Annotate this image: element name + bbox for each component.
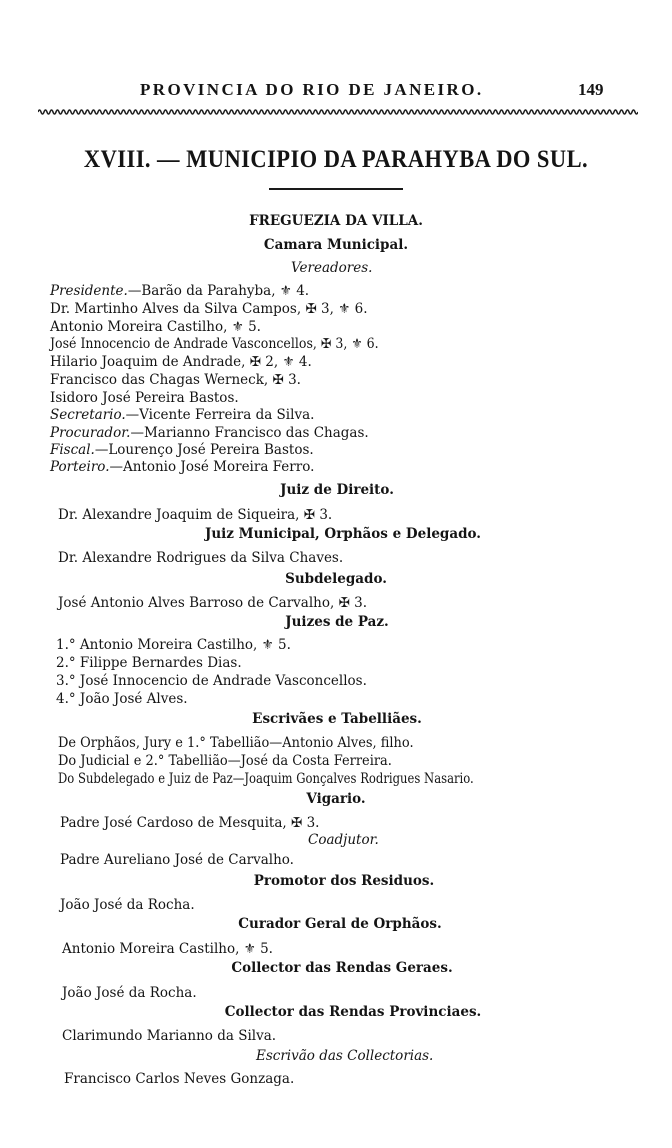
entry-line: José Antonio Alves Barroso de Carvalho, ✠ 3. bbox=[58, 595, 368, 611]
section-heading-subdelegado: Subdelegado. bbox=[285, 571, 387, 587]
wavy-rule bbox=[38, 108, 638, 116]
entry-line: João José da Rocha. bbox=[62, 985, 197, 1001]
list-item: Do Judicial e 2.° Tabellião—José da Costa Ferreira. bbox=[58, 753, 392, 769]
entry-text: —Marianno Francisco das Chagas. bbox=[130, 425, 369, 441]
entry-line: Clarimundo Marianno da Silva. bbox=[62, 1028, 277, 1044]
list-item: De Orphãos, Jury e 1.° Tabellião—Antonio Alves, filho. bbox=[58, 735, 414, 751]
porteiro-line bbox=[50, 458, 314, 476]
section-heading-juiz-direito: Juiz de Direito. bbox=[280, 482, 394, 498]
entry-text: —Barão da Parahyba, ⚜ 4. bbox=[127, 283, 310, 299]
entry-line: Padre Aureliano José de Carvalho. bbox=[60, 852, 294, 868]
vereador-line: José Innocencio de Andrade Vasconcellos, ✠ 3, ⚜ 6. bbox=[50, 336, 379, 352]
list-item: Do Subdelegado e Juiz de Paz—Joaquim Gonçalves Rodrigues Nasario. bbox=[58, 771, 474, 787]
role-label: Procurador. bbox=[50, 425, 131, 441]
section-heading-curador: Curador Geral de Orphãos. bbox=[238, 916, 442, 932]
section-heading-camara: Camara Municipal. bbox=[263, 237, 409, 253]
vereador-line: Hilario Joaquim de Andrade, ✠ 2, ⚜ 4. bbox=[50, 354, 312, 370]
entry-text: —Vicente Ferreira da Silva. bbox=[125, 407, 315, 423]
secretario-line bbox=[50, 406, 314, 424]
section-heading-collector-geraes: Collector das Rendas Geraes. bbox=[231, 960, 453, 976]
section-heading-promotor: Promotor dos Residuos. bbox=[253, 873, 435, 889]
entry-line: João José da Rocha. bbox=[60, 897, 195, 913]
section-heading-juiz-municipal: Juiz Municipal, Orphãos e Delegado. bbox=[204, 526, 482, 542]
vereador-line: Antonio Moreira Castilho, ⚜ 5. bbox=[50, 319, 261, 335]
title-rule bbox=[269, 188, 403, 190]
subheading-coadjutor: Coadjutor. bbox=[308, 832, 379, 848]
entry-text: —Lourenço José Pereira Bastos. bbox=[94, 442, 314, 458]
list-item: 3.° José Innocencio de Andrade Vasconcellos. bbox=[56, 673, 367, 689]
list-item: 1.° Antonio Moreira Castilho, ⚜ 5. bbox=[56, 637, 291, 653]
role-label: Porteiro. bbox=[50, 459, 110, 475]
vereador-line: Isidoro José Pereira Bastos. bbox=[50, 390, 239, 406]
section-heading-freguezia: FREGUEZIA DA VILLA. bbox=[249, 213, 423, 229]
list-item: 2.° Filippe Bernardes Dias. bbox=[56, 655, 242, 671]
presidente-line bbox=[50, 282, 309, 300]
role-label: Secretario. bbox=[50, 407, 126, 423]
subheading-vereadores: Vereadores. bbox=[291, 260, 373, 276]
entry-text: —Antonio José Moreira Ferro. bbox=[109, 459, 315, 475]
role-label: Presidente. bbox=[50, 283, 128, 299]
subheading-escrivao-collectorias: Escrivão das Collectorias. bbox=[256, 1048, 434, 1064]
vereador-line: Dr. Martinho Alves da Silva Campos, ✠ 3, ⚜ 6. bbox=[50, 301, 368, 317]
section-heading-vigario: Vigario. bbox=[306, 791, 366, 807]
section-heading-escrivaes: Escrivães e Tabelliães. bbox=[252, 711, 422, 727]
role-label: Fiscal. bbox=[50, 442, 95, 458]
fiscal-line bbox=[50, 441, 314, 459]
chapter-title: XVIII. — MUNICIPIO DA PARAHYBA DO SUL. bbox=[83, 146, 589, 173]
running-head bbox=[0, 80, 672, 104]
section-heading-collector-provinciaes: Collector das Rendas Provinciaes. bbox=[224, 1004, 482, 1020]
vereador-line: Francisco das Chagas Werneck, ✠ 3. bbox=[50, 372, 301, 388]
entry-line: Padre José Cardoso de Mesquita, ✠ 3. bbox=[60, 815, 320, 831]
section-heading-juizes-paz: Juizes de Paz. bbox=[285, 614, 389, 630]
running-title: PROVINCIA DO RIO DE JANEIRO. bbox=[140, 80, 484, 99]
procurador-line bbox=[50, 424, 369, 442]
entry-line: Francisco Carlos Neves Gonzaga. bbox=[64, 1071, 295, 1087]
list-item: 4.° João José Alves. bbox=[56, 691, 188, 707]
entry-line: Dr. Alexandre Joaquim de Siqueira, ✠ 3. bbox=[58, 507, 333, 523]
page-number: 149 bbox=[578, 80, 604, 99]
entry-line: Antonio Moreira Castilho, ⚜ 5. bbox=[62, 941, 273, 957]
entry-line: Dr. Alexandre Rodrigues da Silva Chaves. bbox=[58, 550, 344, 566]
